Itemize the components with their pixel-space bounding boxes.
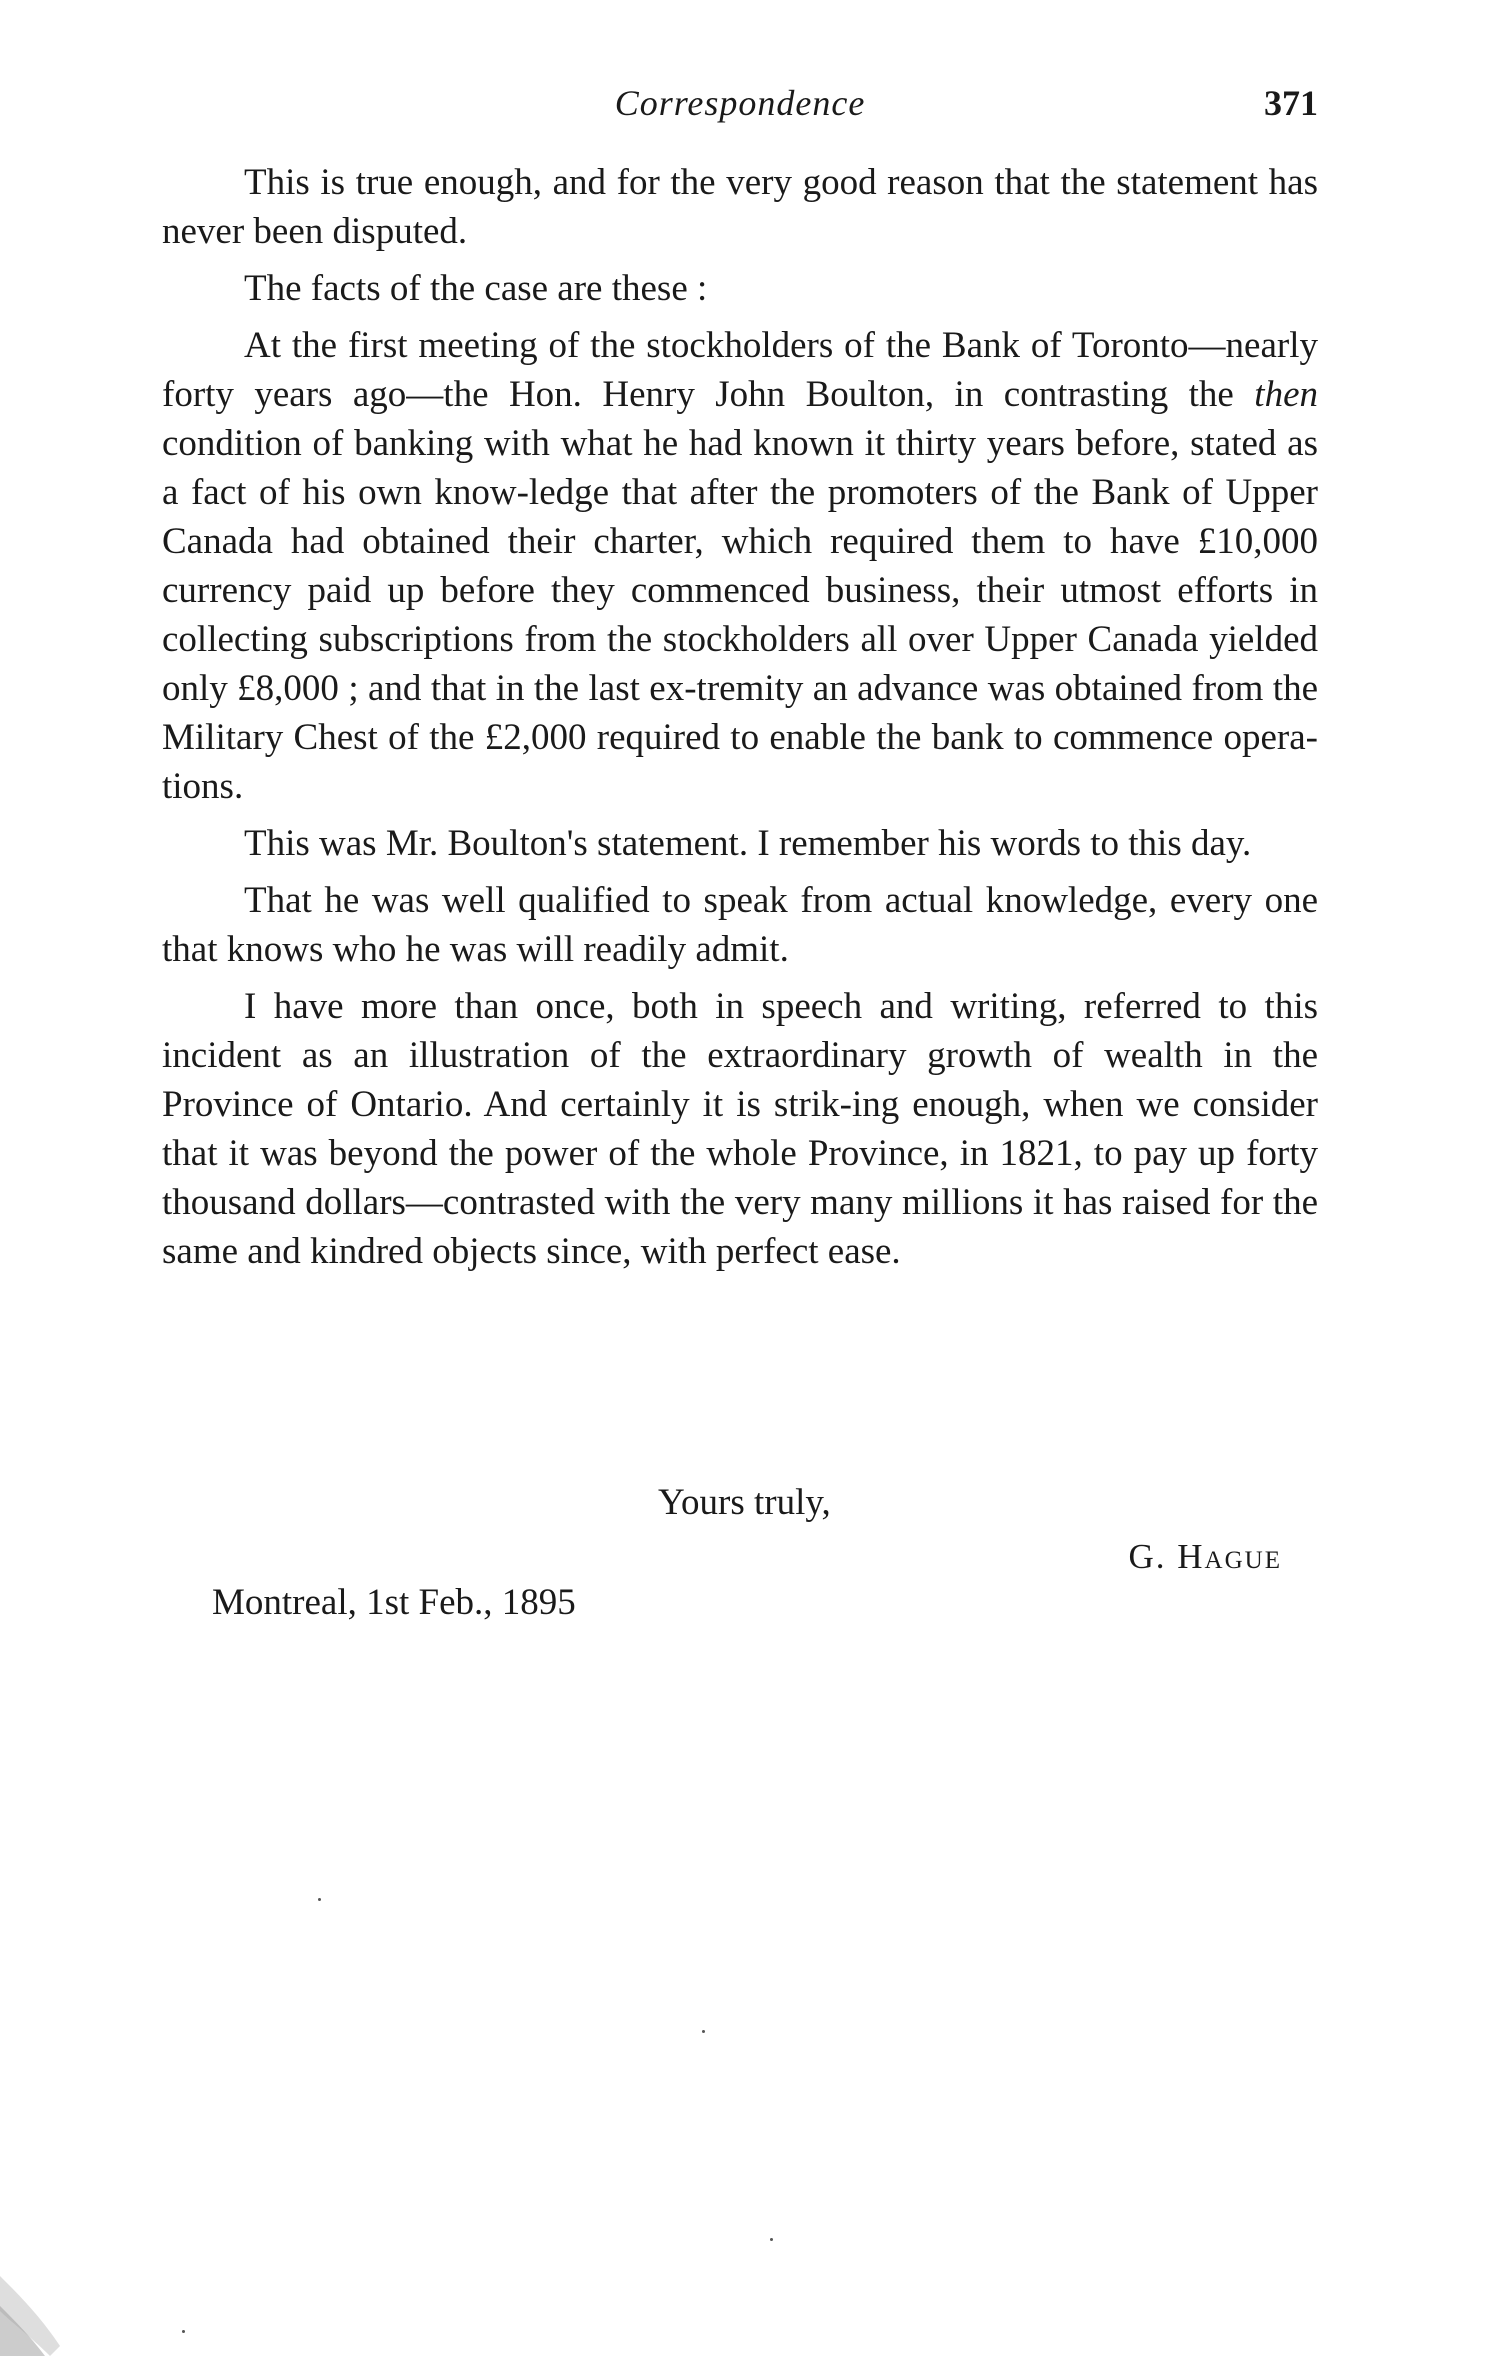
paragraph-3-part-2: condition of banking with what he had known it thirty years before, stated as a fact of his own know-ledge that after the promoters of the Bank of Upper Canada had obtained their charter, which required them to have £10,000 currency paid up before they commenced business, their utmost efforts in collecting subscriptions from the stockholders all over Upper Canada yielded only £8,000 ; and that in the last ex-tremity an advance was obtained from the Military Chest of the £2,000 required to enable the bank to commence opera-tions. [162, 423, 1318, 807]
print-speck [318, 1898, 321, 1901]
print-speck [770, 2238, 773, 2241]
signature: G. Hague [1128, 1537, 1282, 1576]
print-speck [182, 2330, 185, 2333]
paragraph-6: I have more than once, both in speech and writing, referred to this incident as an illustration of the extraordinary growth of wealth in the Province of Ontario. And certainly it is strik-ing enough, when we consider that it was beyond the power of the whole Province, in 1821, to pay up forty thousand dollars—contrasted with the very many millions it has raised for the same and kindred objects since, with perfect ease. [162, 986, 1318, 1272]
running-head [162, 82, 1318, 132]
letter-body [162, 158, 1318, 1284]
paragraph-4: This was Mr. Boulton's statement. I remember his words to this day. [244, 823, 1252, 864]
emphasis-then: then [1254, 374, 1318, 415]
page-number: 371 [1264, 83, 1318, 123]
paragraph-3-part-1: At the first meeting of the stockholders of the Bank of Toronto—nearly forty years ago—the Hon. Henry John Boulton, in contrasting the [162, 325, 1318, 415]
paragraph-2: The facts of the case are these : [244, 268, 708, 309]
place-date: Montreal, 1st Feb., 1895 [212, 1582, 576, 1623]
paragraph-5: That he was well qualified to speak from actual knowledge, every one that knows who he was will readily admit. [162, 880, 1318, 970]
print-speck [702, 2030, 705, 2033]
paragraph-1: This is true enough, and for the very good reason that the statement has never been disputed. [162, 162, 1318, 252]
signoff: Yours truly, [658, 1482, 831, 1523]
paragraph-3 [162, 321, 1318, 811]
running-title: Correspondence [614, 83, 866, 123]
scan-edge-smudge [0, 2236, 90, 2356]
